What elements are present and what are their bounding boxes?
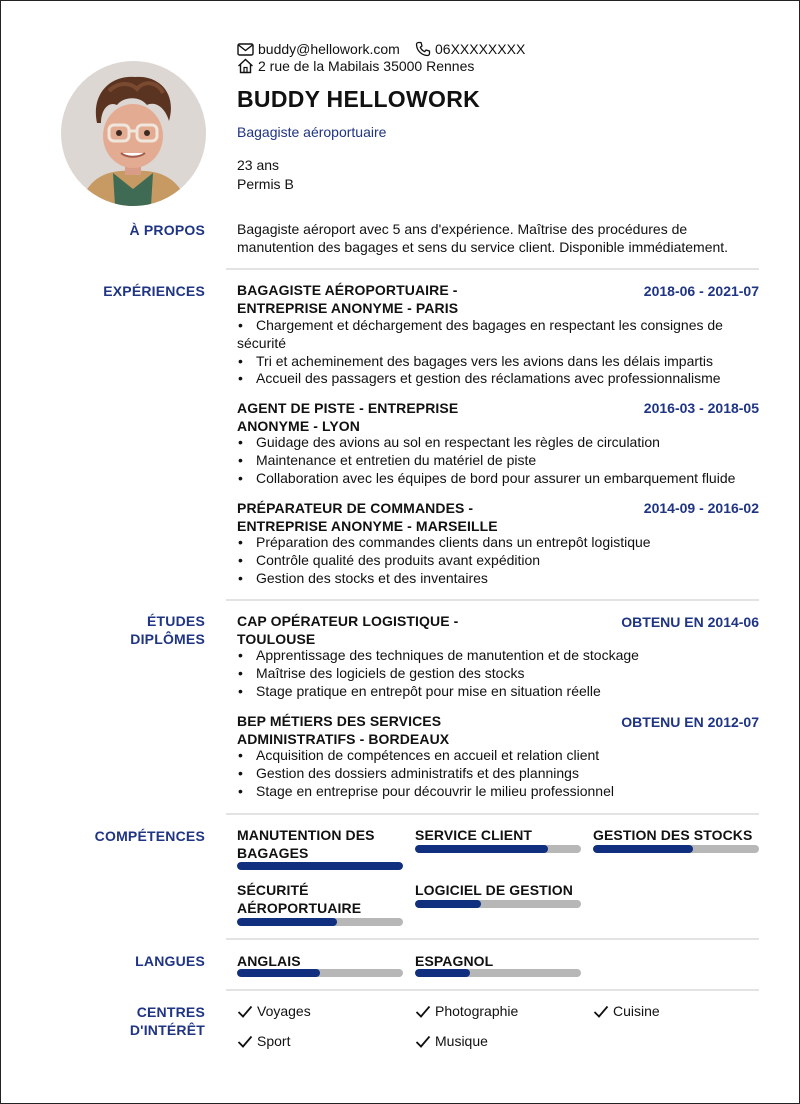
languages-heading: LANGUES — [135, 953, 205, 969]
interests-heading-line: CENTRES — [136, 1004, 205, 1020]
check-icon — [415, 1005, 431, 1018]
skill-bar-fill — [237, 862, 403, 870]
experience-title-line: BAGAGISTE AÉROPORTUAIRE - — [237, 282, 458, 298]
education-title-line: TOULOUSE — [237, 631, 316, 647]
age-text: 23 ans — [237, 157, 280, 173]
list-item: • Accueil des passagers et gestion des réclamations avec professionnalisme — [237, 370, 759, 388]
interest-label: Cuisine — [613, 1003, 660, 1019]
education-heading-line: ÉTUDES — [147, 613, 205, 629]
home-icon — [237, 58, 254, 74]
experience-dates: 2018-06 - 2021-07 — [643, 283, 759, 299]
language-item — [237, 952, 403, 980]
list-item: • Collaboration avec les équipes de bord pour assurer un embarquement fluide — [237, 470, 759, 488]
check-icon — [237, 1005, 253, 1018]
experience-title — [237, 281, 527, 317]
list-item: • Maintenance et entretien du matériel de piste — [237, 452, 759, 470]
interests-heading — [130, 1003, 205, 1039]
about-line: Bagagiste aéroport avec 5 ans d'expérience. Maîtrise des procédures de — [237, 221, 688, 237]
skill-item — [237, 826, 403, 870]
skill-name: MANUTENTION DES BAGAGES — [237, 827, 375, 861]
address-contact — [237, 58, 474, 74]
experience-title-line: AGENT DE PISTE - ENTREPRISE — [237, 400, 459, 416]
check-icon — [593, 1005, 609, 1018]
about-line: manutention des bagages et sens du service client. Disponible immédiatement. — [237, 238, 729, 255]
list-item: • Gestion des dossiers administratifs et des plannings — [237, 765, 759, 783]
skill-bar — [415, 900, 581, 908]
education-title-line: ADMINISTRATIFS - BORDEAUX — [237, 731, 450, 747]
skill-bar — [237, 918, 403, 926]
skill-bar-fill — [415, 900, 481, 908]
education-date: OBTENU EN 2014-06 — [621, 614, 759, 630]
profile-photo — [61, 61, 206, 206]
about-paragraph — [237, 221, 759, 256]
interest-label: Voyages — [257, 1003, 311, 1019]
check-icon — [415, 1035, 431, 1048]
experience-dates: 2014-09 - 2016-02 — [643, 500, 759, 516]
skill-item — [415, 826, 581, 854]
address-text: 2 rue de la Mabilais 35000 Rennes — [258, 58, 475, 74]
skill-name: LOGICIEL DE GESTION — [415, 882, 573, 898]
skill-bar-fill — [237, 918, 337, 926]
section-divider — [226, 813, 759, 815]
skill-item — [415, 881, 581, 909]
language-name: ESPAGNOL — [415, 953, 494, 969]
skill-item — [593, 826, 759, 854]
language-item — [415, 952, 581, 980]
about-heading: À PROPOS — [129, 222, 205, 238]
section-divider — [226, 599, 759, 601]
experience-bullets — [237, 317, 759, 388]
education-heading-line: DIPLÔMES — [130, 631, 205, 647]
language-bar-fill — [415, 969, 470, 977]
interest-item — [415, 1003, 518, 1019]
list-item: • Acquisition de compétences en accueil et relation client — [237, 747, 759, 765]
experiences-heading: EXPÉRIENCES — [103, 283, 205, 299]
experience-bullets — [237, 534, 759, 587]
interests-heading-line: D'INTÉRÊT — [129, 1022, 205, 1038]
list-item: • Préparation des commandes clients dans un entrepôt logistique — [237, 534, 759, 552]
skill-bar-fill — [415, 845, 548, 853]
language-name: ANGLAIS — [237, 953, 301, 969]
list-item: • Apprentissage des techniques de manutention et de stockage — [237, 647, 759, 665]
section-divider — [226, 989, 759, 991]
skill-item — [237, 881, 403, 926]
language-bar — [415, 969, 581, 977]
section-divider — [226, 268, 759, 270]
interest-item — [237, 1003, 311, 1019]
license-text: Permis B — [237, 176, 294, 192]
phone-text: 06XXXXXXXX — [435, 41, 526, 57]
experience-title-line: PRÉPARATEUR DE COMMANDES - — [237, 500, 474, 516]
phone-contact[interactable] — [415, 41, 525, 57]
education-heading — [130, 612, 205, 648]
list-item: • Contrôle qualité des produits avant expédition — [237, 552, 759, 570]
skills-heading: COMPÉTENCES — [94, 828, 205, 844]
experience-title-line: ENTREPRISE ANONYME - PARIS — [237, 300, 459, 316]
education-title — [237, 612, 527, 648]
candidate-name: BUDDY HELLOWORK — [237, 86, 481, 112]
experience-dates: 2016-03 - 2018-05 — [643, 400, 759, 416]
interest-item — [237, 1033, 290, 1049]
interest-label: Photographie — [435, 1003, 519, 1019]
interest-item — [415, 1033, 488, 1049]
skill-name: SERVICE CLIENT — [415, 827, 533, 843]
email-text: buddy@hellowork.com — [258, 41, 400, 57]
skill-bar-fill — [593, 845, 693, 853]
list-item: • Stage pratique en entrepôt pour mise en situation réelle — [237, 683, 759, 701]
experience-title-line: ANONYME - LYON — [237, 418, 361, 434]
language-bar-fill — [237, 969, 320, 977]
education-title-line: CAP OPÉRATEUR LOGISTIQUE - — [237, 613, 459, 629]
experience-bullets — [237, 434, 759, 487]
list-item: • Tri et acheminement des bagages vers les avions dans les délais impartis — [237, 353, 759, 371]
experience-title — [237, 399, 527, 435]
skill-name: SÉCURITÉ AÉROPORTUAIRE — [237, 882, 362, 916]
skill-bar — [593, 845, 759, 853]
education-bullets — [237, 647, 759, 700]
interest-item — [593, 1003, 660, 1019]
list-item: • Gestion des stocks et des inventaires — [237, 570, 759, 588]
envelope-icon — [237, 43, 254, 56]
education-bullets — [237, 747, 759, 800]
education-title — [237, 712, 527, 748]
education-title-line: BEP MÉTIERS DES SERVICES — [237, 713, 442, 729]
skill-bar — [237, 862, 403, 870]
list-item: • Guidage des avions au sol en respectant les règles de circulation — [237, 434, 759, 452]
interest-label: Sport — [257, 1033, 291, 1049]
experience-title — [237, 499, 527, 535]
section-divider — [226, 938, 759, 940]
list-item: • Chargement et déchargement des bagages en respectant les consignes de sécurité — [237, 317, 759, 353]
email-contact[interactable] — [237, 41, 400, 57]
language-bar — [237, 969, 403, 977]
interest-label: Musique — [435, 1033, 488, 1049]
list-item: • Maîtrise des logiciels de gestion des stocks — [237, 665, 759, 683]
check-icon — [237, 1035, 253, 1048]
experience-title-line: ENTREPRISE ANONYME - MARSEILLE — [237, 518, 498, 534]
skill-bar — [415, 845, 581, 853]
list-item: • Stage en entreprise pour découvrir le milieu professionnel — [237, 783, 759, 801]
skill-name: GESTION DES STOCKS — [593, 827, 753, 843]
education-date: OBTENU EN 2012-07 — [621, 714, 759, 730]
phone-icon — [415, 41, 431, 57]
job-title: Bagagiste aéroportuaire — [237, 124, 387, 140]
